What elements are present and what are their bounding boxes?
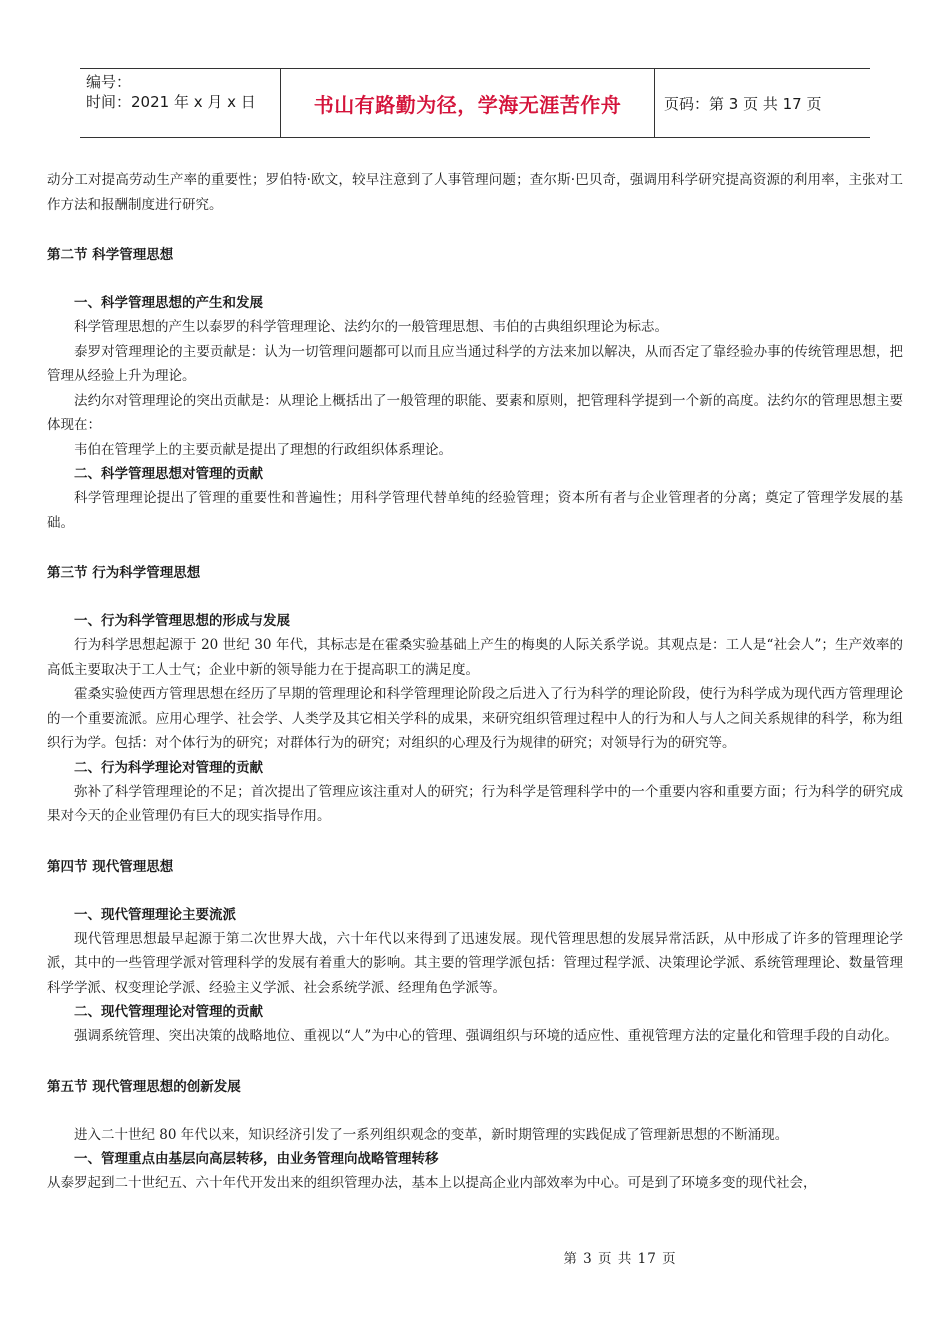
section-2-heading-1: 一、科学管理思想的产生和发展 [74, 295, 263, 311]
section-3-title: 第三节 行为科学管理思想 [47, 565, 201, 581]
section-2-paragraph: 法约尔对管理理论的突出贡献是：从理论上概括出了一般管理的职能、要素和原则，把管理科学提到一个新的高度。法约尔的管理思想主要体现在： [47, 392, 903, 433]
section-2-paragraph: 科学管理理论提出了管理的重要性和普遍性；用科学管理代替单纯的经验管理；资本所有者与企业管理者的分离；奠定了管理学发展的基础。 [47, 490, 903, 531]
section-2-paragraph: 科学管理思想的产生以泰罗的科学管理理论、法约尔的一般管理思想、韦伯的古典组织理论为标志。 [74, 319, 668, 335]
section-5-heading-1: 一、管理重点由基层向高层转移，由业务管理向战略管理转移 [74, 1151, 439, 1167]
section-3-paragraph: 弥补了科学管理理论的不足；首次提出了管理应该注重对人的研究；行为科学是管理科学中的一个重要内容和重要方面；行为科学的研究成果对今天的企业管理仍有巨大的现实指导作用。 [47, 783, 903, 824]
page-footer: 第 3 页 共 17 页 [563, 1251, 677, 1267]
section-3-paragraph: 霍桑实验使西方管理思想在经历了早期的管理理论和科学管理理论阶段之后进入了行为科学的理论阶段，使行为科学成为现代西方管理理论的一个重要流派。应用心理学、社会学、人类学及其它相关学科的成果，来研究组织管理过程中人的行为和人与人之间关系规律的科学，称为组织行为学。包括：对个体行为的研究；对群体行为的研究；对组织的心理及行为规律的研究；对领导行为的研究等。 [47, 686, 903, 751]
section-5-paragraph: 从泰罗起到二十世纪五、六十年代开发出来的组织管理办法，基本上以提高企业内部效率为中心。可是到了环境多变的现代社会， [47, 1175, 817, 1191]
page-header [80, 68, 870, 138]
section-4-paragraph: 强调系统管理、突出决策的战略地位、重视以“人”为中心的管理、强调组织与环境的适应性、重视管理方法的定量化和管理手段的自动化。 [74, 1028, 898, 1044]
document-body [47, 168, 903, 1196]
intro-paragraph: 动分工对提高劳动生产率的重要性；罗伯特·欧文，较早注意到了人事管理问题；查尔斯·巴贝奇，强调用科学研究提高资源的利用率，主张对工作方法和报酬制度进行研究。 [47, 172, 903, 213]
section-2-title: 第二节 科学管理思想 [47, 247, 174, 263]
section-4-title: 第四节 现代管理思想 [47, 858, 174, 875]
header-motto-cell [281, 69, 655, 137]
header-motto: 书山有路勤为径，学海无涯苦作舟 [313, 92, 622, 117]
section-3-heading-1: 一、行为科学管理思想的形成与发展 [74, 613, 290, 629]
section-4-paragraph: 现代管理思想最早起源于第二次世界大战，六十年代以来得到了迅速发展。现代管理思想的发展异常活跃，从中形成了许多的管理理论学派，其中的一些管理学派对管理科学的发展有着重大的影响。其主要的管理学派包括：管理过程学派、决策理论学派、系统管理理论、数量管理科学学派、权变理论学派、经验主义学派、社会系统学派、经理角色学派等。 [47, 930, 903, 996]
date-line: 时间：2021 年 x 月 x 日 [86, 93, 256, 111]
section-4-heading-1: 一、现代管理理论主要流派 [74, 906, 236, 923]
header-meta [80, 69, 281, 137]
section-5-title: 第五节 现代管理思想的创新发展 [47, 1078, 241, 1095]
section-2-paragraph: 泰罗对管理理论的主要贡献是：认为一切管理问题都可以而且应当通过科学的方法来加以解决，从而否定了靠经验办事的传统管理思想，把管理从经验上升为理论。 [47, 343, 903, 384]
section-2-heading-2: 二、科学管理思想对管理的贡献 [74, 466, 263, 482]
section-5-paragraph: 进入二十世纪 80 年代以来，知识经济引发了一系列组织观念的变革，新时期管理的实践促成了管理新思想的不断涌现。 [74, 1126, 789, 1143]
section-2-paragraph: 韦伯在管理学上的主要贡献是提出了理想的行政组织体系理论。 [74, 441, 452, 458]
section-3-heading-2: 二、行为科学理论对管理的贡献 [74, 759, 263, 776]
section-3-paragraph: 行为科学思想起源于 20 世纪 30 年代，其标志是在霍桑实验基础上产生的梅奥的人际关系学说。其观点是：工人是“社会人”；生产效率的高低主要取决于工人士气；企业中新的领导能力在于提高职工的满足度。 [47, 637, 903, 678]
header-page-info: 页码：第 3 页 共 17 页 [664, 94, 822, 113]
section-4-heading-2: 二、现代管理理论对管理的贡献 [74, 1004, 263, 1020]
doc-number-label: 编号： [86, 73, 132, 91]
